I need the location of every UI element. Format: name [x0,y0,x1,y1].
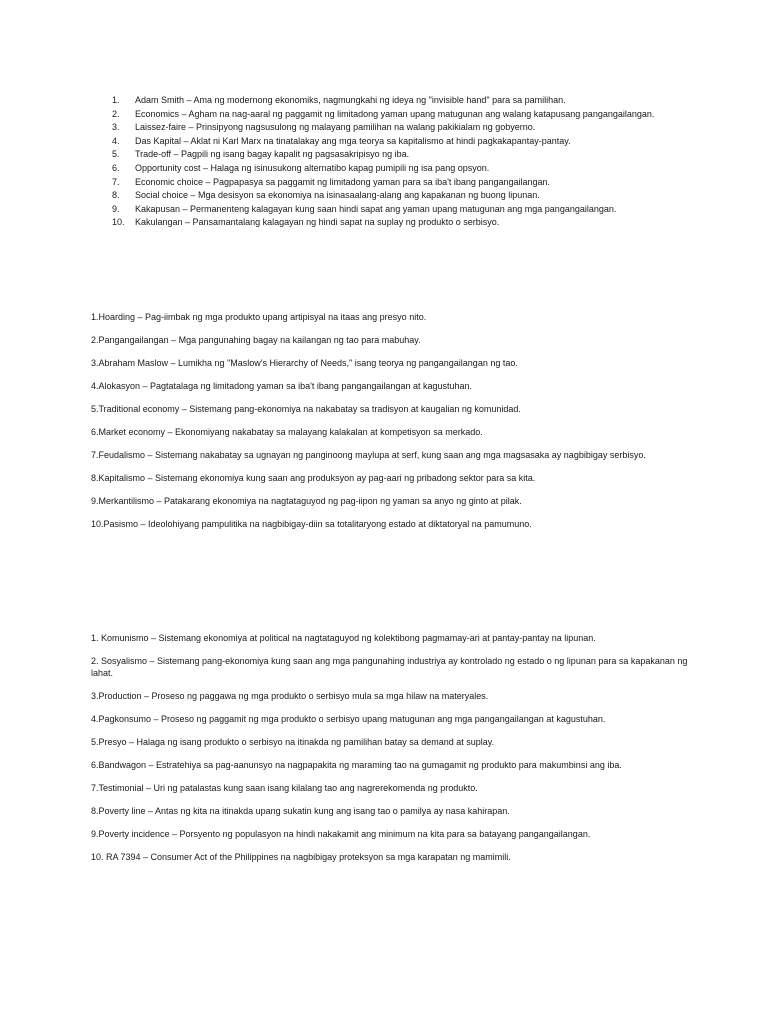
item-number: 8. [112,190,120,201]
list-item [112,176,732,190]
list-item: 3.Abraham Maslow – Lumikha ng "Maslow's Hierarchy of Needs," isang teorya ng pangangailangan ng tao. [91,358,518,368]
list-item: 10.Pasismo – Ideolohiyang pampulitika na nagbibigay-diin sa totalitaryong estado at diktatoryal na pamumuno. [91,519,532,529]
item-number: 5. [112,149,120,160]
list-item [112,216,732,230]
item-text: Kakulangan – Pansamantalang kalagayan ng hindi sapat na suplay ng produkto o serbisyo. [135,217,500,228]
item-text: Economic choice – Pagpapasya sa paggamit ng limitadong yaman para sa iba't ibang pangangailangan. [135,176,550,187]
item-text: Das Kapital – Aklat ni Karl Marx na tinatalakay ang mga teorya sa kapitalismo at hindi pagkakapantay-pantay. [135,135,571,146]
list-item: 6.Market economy – Ekonomiyang nakabatay sa malayang kalakalan at kompetisyon sa merkado. [91,427,483,437]
definition-list-3 [91,632,711,874]
item-text: Adam Smith – Ama ng modernong ekonomiks, nagmungkahi ng ideya ng "invisible hand" para sa pamilihan. [135,95,566,105]
list-item [112,121,732,135]
list-item: 1. Komunismo – Sistemang ekonomiya at political na nagtataguyod ng kolektibong pagmamay-ari at pantay-pantay na lipunan. [91,633,596,643]
list-item: 3.Production – Proseso ng paggawa ng mga produkto o serbisyo mula sa mga hilaw na materyales. [91,691,489,701]
list-item: 1.Hoarding – Pag-iimbak ng mga produkto upang artipisyal na itaas ang presyo nito. [91,312,427,322]
list-item [112,135,732,149]
list-item: 8.Poverty line – Antas ng kita na itinakda upang sukatin kung ang isang tao o pamilya ay nasa kahirapan. [91,806,510,816]
list-item: 7.Testimonial – Uri ng patalastas kung saan isang kilalang tao ang nagrerekomenda ng produkto. [91,783,478,793]
list-item: 2. Sosyalismo – Sistemang pang-ekonomiya kung saan ang mga pangunahing industriya ay kontrolado ng estado o ng lipunan para sa kapakanan ng lahat. [91,656,688,678]
item-text: Opportunity cost – Halaga ng isinusukong alternatibo kapag pumipili ng isa pang opsyon. [135,162,490,173]
item-number: 9. [112,203,120,214]
list-item: 5.Traditional economy – Sistemang pang-ekonomiya na nakabatay sa tradisyon at kaugalian ng komunidad. [91,404,521,414]
item-text: Kakapusan – Permanenteng kalagayan kung saan hindi sapat ang yaman upang matugunan ang mga pangangailangan. [135,203,617,214]
item-number: 4. [112,135,120,146]
list-item [112,148,732,162]
definition-list-2 [91,311,741,541]
item-text: Trade-off – Pagpili ng isang bagay kapalit ng pagsasakripisyo ng iba. [135,149,410,160]
item-number: 1. [112,95,120,105]
definition-list-1 [112,94,732,230]
list-item [112,94,732,108]
list-item: 7.Feudalismo – Sistemang nakabatay sa ugnayan ng panginoong maylupa at serf, kung saan ang mga magsasaka ay nagbibigay serbisyo. [91,450,646,460]
item-number: 2. [112,108,120,119]
list-item [112,162,732,176]
item-text: Laissez-faire – Prinsipyong nagsusulong ng malayang pamilihan na walang pakikialam ng gobyerno. [135,122,536,133]
item-number: 7. [112,176,120,187]
list-item: 10. RA 7394 – Consumer Act of the Philippines na nagbibigay proteksyon sa mga karapatan ng mamimili. [91,852,511,862]
list-item: 5.Presyo – Halaga ng isang produkto o serbisyo na itinakda ng pamilihan batay sa demand at suplay. [91,737,495,747]
item-number: 3. [112,122,120,133]
list-item [112,108,732,122]
item-text: Economics – Agham na nag-aaral ng paggamit ng limitadong yaman upang matugunan ang walang katapusang pangangailangan. [135,108,655,119]
list-item: 4.Pagkonsumo – Proseso ng paggamit ng mga produkto o serbisyo upang matugunan ang mga pangangailangan at kagustuhan. [91,714,606,724]
list-item: 9.Merkantilismo – Patakarang ekonomiya na nagtataguyod ng pag-iipon ng yaman sa anyo ng ginto at pilak. [91,496,522,506]
list-item: 2.Pangangailangan – Mga pangunahing bagay na kailangan ng tao para mabuhay. [91,335,421,345]
item-number: 6. [112,162,120,173]
list-item: 9.Poverty incidence – Porsyento ng populasyon na hindi nakakamit ang minimum na kita para sa batayang pangangailangan. [91,829,591,839]
list-item: 8.Kapitalismo – Sistemang ekonomiya kung saan ang produksyon ay pag-aari ng pribadong sektor para sa kita. [91,473,536,483]
list-item: 4.Alokasyon – Pagtatalaga ng limitadong yaman sa iba't ibang pangangailangan at kagustuhan. [91,381,472,391]
list-item: 6.Bandwagon – Estratehiya sa pag-aanunsyo na nagpapakita ng maraming tao na gumagamit ng produkto para makumbinsi ang iba. [91,760,622,770]
list-item [112,203,732,217]
item-number: 10. [112,217,125,228]
item-text: Social choice – Mga desisyon sa ekonomiya na isinasaalang-alang ang kapakanan ng buong lipunan. [135,190,540,201]
list-item [112,189,732,203]
